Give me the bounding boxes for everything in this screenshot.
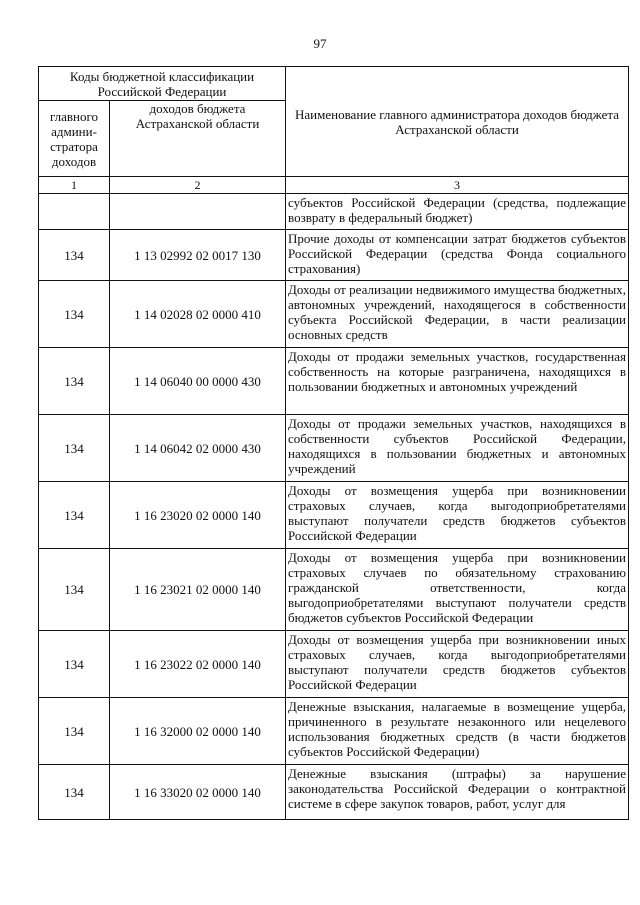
- table-cell-code: [110, 194, 286, 230]
- header-group-title: Коды бюджетной классификации Российской Федерации: [39, 67, 286, 101]
- table-cell-name: Доходы от продажи земельных участков, находящихся в собственности субъектов Российской Федерации, находящихся в пользовании бюджетных и автономных учреждений: [286, 415, 629, 482]
- table-cell-name: Доходы от возмещения ущерба при возникновении страховых случаев, когда выгодоприобретателями выступают получатели средств бюджетов субъектов Российской Федерации: [286, 482, 629, 549]
- table-cell-code: 1 14 06042 02 0000 430: [110, 415, 286, 482]
- table-row: [39, 482, 629, 549]
- table-cell-admin: 134: [39, 230, 110, 281]
- table-row: [39, 549, 629, 631]
- table-cell-name: Денежные взыскания, налагаемые в возмещение ущерба, причиненного в результате незаконного или нецелевого использования бюджетных средств (в части бюджетов субъектов Российской Федерации): [286, 698, 629, 765]
- table-cell-admin: 134: [39, 765, 110, 820]
- header-admin-column: главного админи-стратора доходов: [39, 101, 110, 177]
- column-number-row: [39, 177, 629, 194]
- table-cell-name: Доходы от реализации недвижимого имущества бюджетных, автономных учреждений, находящегося в собственности субъекта Российской Федерации, в части реализации основных средств: [286, 281, 629, 348]
- table-cell-code: 1 16 23021 02 0000 140: [110, 549, 286, 631]
- table-cell-admin: 134: [39, 348, 110, 415]
- table-cell-admin: 134: [39, 631, 110, 698]
- table-cell-admin: 134: [39, 281, 110, 348]
- table-cell-code: 1 16 32000 02 0000 140: [110, 698, 286, 765]
- table-cell-name: субъектов Российской Федерации (средства, подлежащие возврату в федеральный бюджет): [286, 194, 629, 230]
- header-code-column: доходов бюджета Астраханской области: [110, 101, 286, 177]
- table-cell-admin: 134: [39, 415, 110, 482]
- table-cell-code: 1 16 33020 02 0000 140: [110, 765, 286, 820]
- table-row: [39, 765, 629, 820]
- table-cell-code: 1 13 02992 02 0017 130: [110, 230, 286, 281]
- table-cell-code: 1 16 23022 02 0000 140: [110, 631, 286, 698]
- header-name-column: Наименование главного администратора доходов бюджета Астраханской области: [286, 67, 629, 177]
- table-cell-name: Денежные взыскания (штрафы) за нарушение законодательства Российской Федерации о контрактной системе в сфере закупок товаров, работ, услуг для: [286, 765, 629, 820]
- column-number-3: 3: [286, 177, 629, 194]
- table-cell-code: 1 16 23020 02 0000 140: [110, 482, 286, 549]
- table-row: [39, 281, 629, 348]
- table-row: [39, 230, 629, 281]
- column-number-1: 1: [39, 177, 110, 194]
- table-cell-admin: 134: [39, 482, 110, 549]
- table-row-continuation: [39, 194, 629, 230]
- table-row: [39, 631, 629, 698]
- table-row: [39, 698, 629, 765]
- table-cell-admin: 134: [39, 698, 110, 765]
- header-row-group: [39, 67, 629, 101]
- table-cell-admin: 134: [39, 549, 110, 631]
- table-cell-code: 1 14 02028 02 0000 410: [110, 281, 286, 348]
- table-cell-name: Доходы от продажи земельных участков, государственная собственность на которые разграничена, находящихся в пользовании бюджетных и автономных учреждений: [286, 348, 629, 415]
- column-number-2: 2: [110, 177, 286, 194]
- table-cell-name: Доходы от возмещения ущерба при возникновении иных страховых случаев, когда выгодоприобретателями выступают получатели средств бюджетов субъектов Российской Федерации: [286, 631, 629, 698]
- table-cell-code: 1 14 06040 00 0000 430: [110, 348, 286, 415]
- table-row: [39, 415, 629, 482]
- table-cell-name: Доходы от возмещения ущерба при возникновении страховых случаев по обязательному страхованию гражданской ответственности, когда выгодоприобретателями выступают получатели средств бюджетов субъектов Российской Федерации: [286, 549, 629, 631]
- table-cell-name: Прочие доходы от компенсации затрат бюджетов субъектов Российской Федерации (средства Фонда социального страхования): [286, 230, 629, 281]
- revenue-codes-table: [38, 66, 629, 820]
- table-row: [39, 348, 629, 415]
- page-number: 97: [313, 36, 327, 51]
- table-cell-admin: [39, 194, 110, 230]
